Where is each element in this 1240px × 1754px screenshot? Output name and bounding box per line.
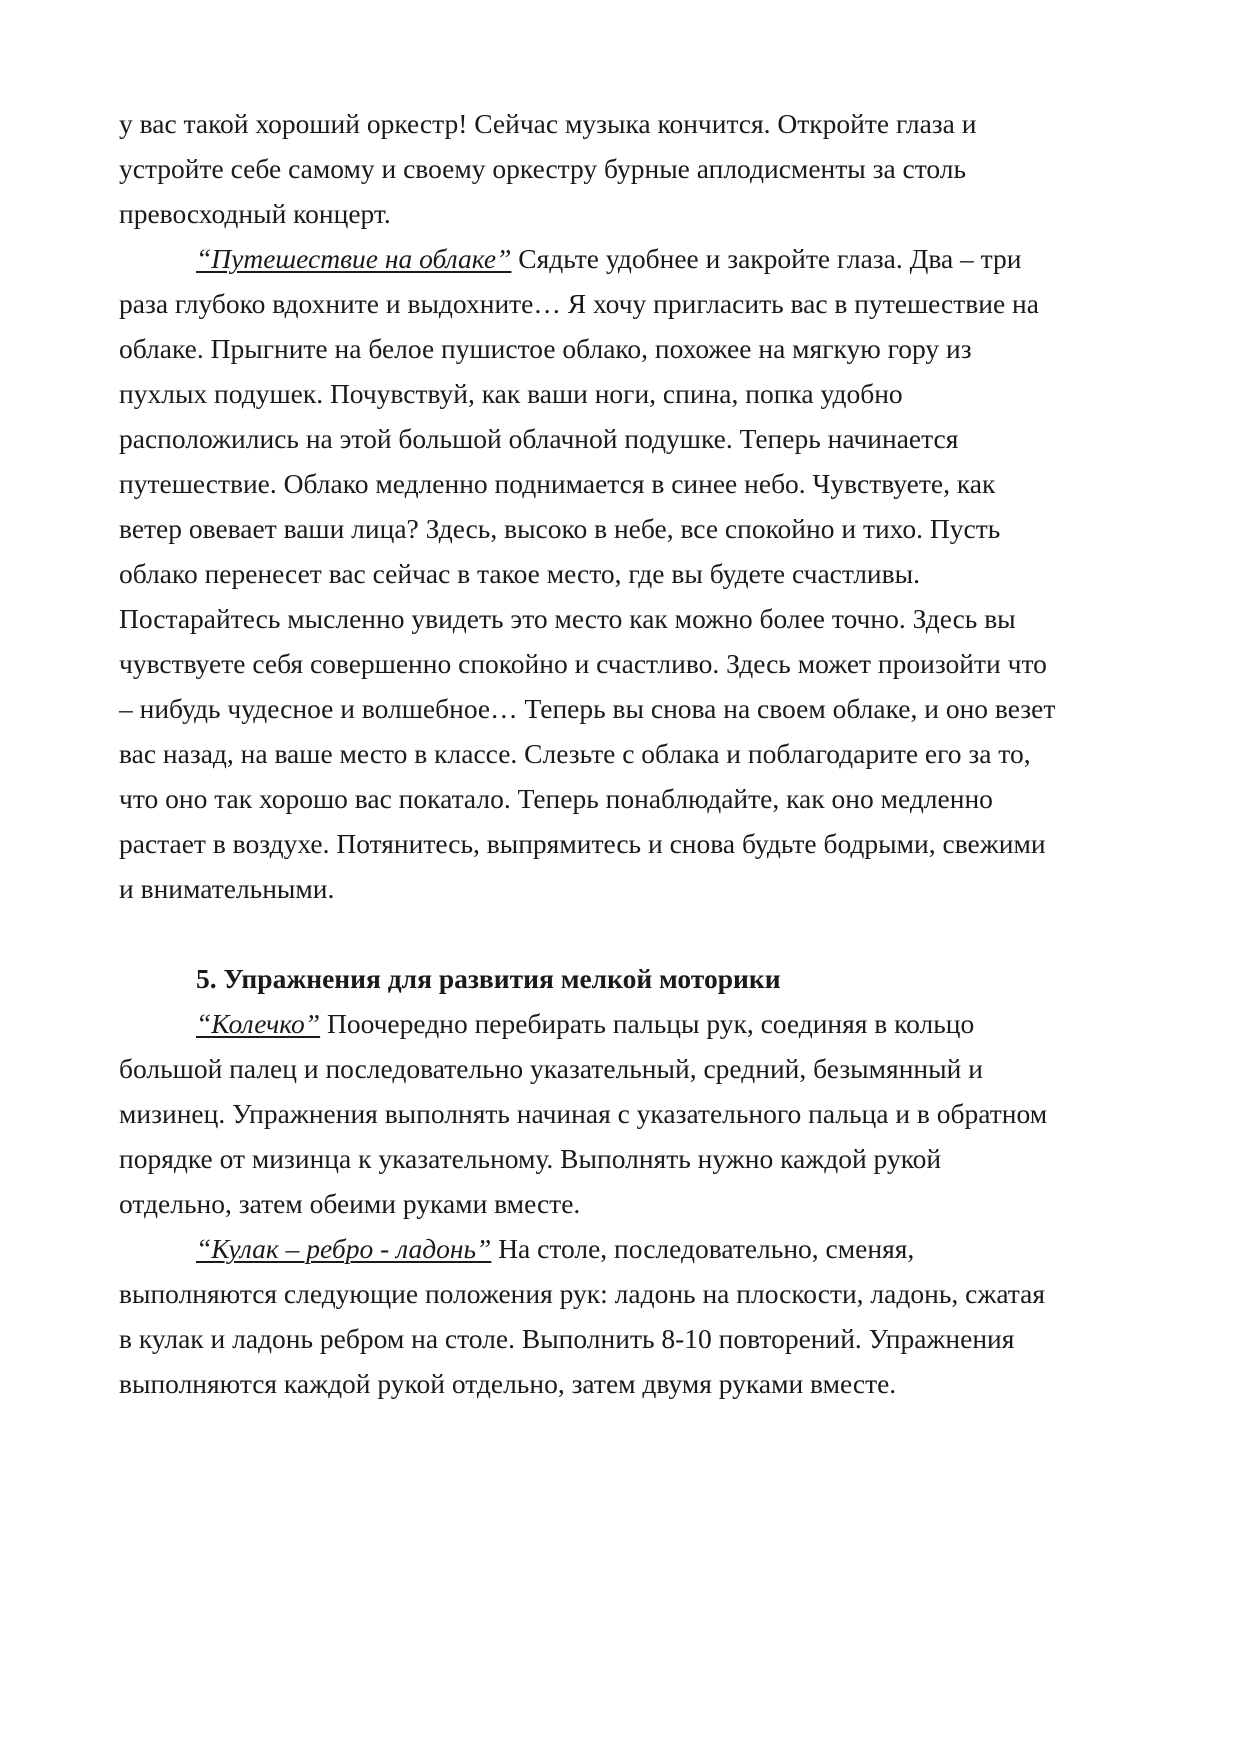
exercise-fist-title: “Кулак – ребро - ладонь”	[196, 1233, 492, 1264]
text-line: облако перенесет вас сейчас в такое место, где вы будете счастливы.	[119, 558, 920, 589]
text-line: раза глубоко вдохните и выдохните… Я хочу пригласить вас в путешествие на	[119, 288, 1039, 319]
exercise-cloud-first-line	[196, 241, 1022, 277]
exercise-ring-first-line-text: Поочередно перебирать пальцы рук, соединяя в кольцо	[320, 1008, 975, 1039]
exercise-cloud-title: “Путешествие на облаке”	[196, 243, 512, 274]
text-line: ветер овевает ваши лица? Здесь, высоко в небе, все спокойно и тихо. Пусть	[119, 513, 1001, 544]
text-line: в кулак и ладонь ребром на столе. Выполнить 8-10 повторений. Упражнения	[119, 1323, 1015, 1354]
text-line: пухлых подушек. Почувствуй, как ваши ноги, спина, попка удобно	[119, 378, 903, 409]
text-line: растает в воздухе. Потянитесь, выпрямитесь и снова будьте бодрыми, свежими	[119, 828, 1046, 859]
text-line: порядке от мизинца к указательному. Выполнять нужно каждой рукой	[119, 1143, 942, 1174]
text-line: облаке. Прыгните на белое пушистое облако, похожее на мягкую гору из	[119, 333, 972, 364]
text-line: у вас такой хороший оркестр! Сейчас музыка кончится. Откройте глаза и	[119, 108, 977, 139]
exercise-ring-first-line	[196, 1006, 974, 1042]
exercise-cloud-first-line-text: Сядьте удобнее и закройте глаза. Два – три	[511, 243, 1022, 274]
exercise-ring-title: “Колечко”	[196, 1008, 321, 1039]
text-line: большой палец и последовательно указательный, средний, безымянный и	[119, 1053, 983, 1084]
text-line: расположились на этой большой облачной подушке. Теперь начинается	[119, 423, 959, 454]
text-line: вас назад, на ваше место в классе. Слезьте с облака и поблагодарите его за то,	[119, 738, 1031, 769]
text-line: выполняются каждой рукой отдельно, затем двумя руками вместе.	[119, 1368, 897, 1399]
text-line: Постарайтесь мысленно увидеть это место как можно более точно. Здесь вы	[119, 603, 1016, 634]
text-line: отдельно, затем обеими руками вместе.	[119, 1188, 581, 1219]
text-line: превосходный концерт.	[119, 198, 391, 229]
text-line: что оно так хорошо вас покатало. Теперь понаблюдайте, как оно медленно	[119, 783, 993, 814]
exercise-fist-first-line-text: На столе, последовательно, сменяя,	[491, 1233, 915, 1264]
exercise-fist-first-line	[196, 1231, 914, 1267]
section-heading: 5. Упражнения для развития мелкой моторики	[196, 963, 781, 994]
text-line: чувствуете себя совершенно спокойно и счастливо. Здесь может произойти что	[119, 648, 1047, 679]
text-line: и внимательными.	[119, 873, 335, 904]
text-line: устройте себе самому и своему оркестру бурные аплодисменты за столь	[119, 153, 967, 184]
text-line: выполняются следующие положения рук: ладонь на плоскости, ладонь, сжатая	[119, 1278, 1046, 1309]
text-line: мизинец. Упражнения выполнять начиная с указательного пальца и в обратном	[119, 1098, 1048, 1129]
text-line: – нибудь чудесное и волшебное… Теперь вы снова на своем облаке, и оно везет	[119, 693, 1056, 724]
text-line: путешествие. Облако медленно поднимается в синее небо. Чувствуете, как	[119, 468, 996, 499]
